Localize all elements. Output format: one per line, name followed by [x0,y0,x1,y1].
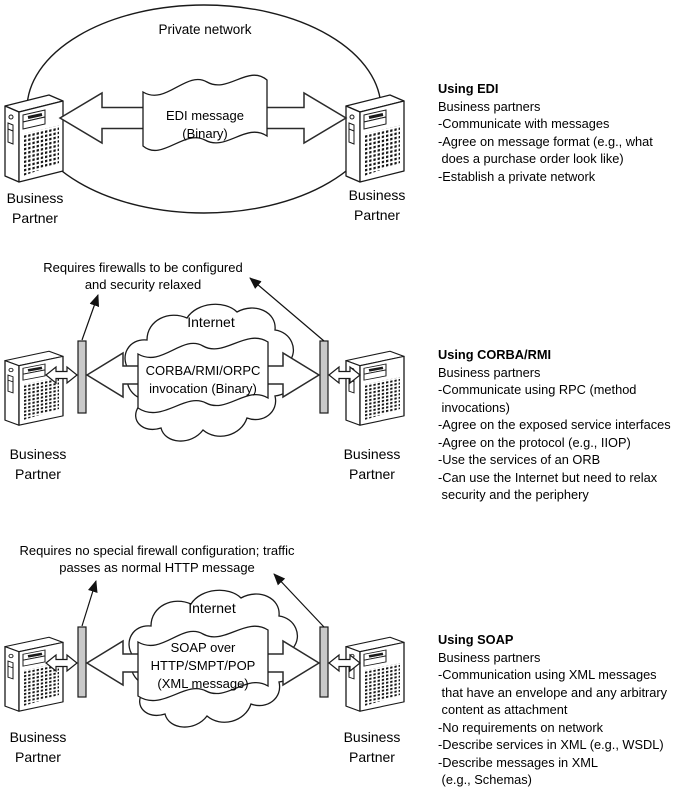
computer-tower-icon [346,637,404,711]
notes-line: Business partners [438,98,541,114]
annotation-arrow [82,295,98,340]
notes-block-edi [438,80,686,185]
partner-label-line: Business [6,190,64,206]
notes-line: -Describe messages in XML [438,754,599,770]
business-partner-label [337,444,407,484]
partner-label-line: Partner [349,749,395,765]
message-line: invocation (Binary) [149,381,257,396]
notes-line: that have an envelope and any arbitrary [438,684,668,700]
notes-line: -Communicate using RPC (method [438,382,637,397]
notes-line: -Can use the Internet but need to relax [438,469,658,485]
computer-tower-icon [346,95,404,182]
firewall-bar [320,341,328,413]
notes-line: -No requirements on network [438,719,604,735]
notes-title: Using EDI [438,81,499,96]
notes-title: Using SOAP [438,632,514,647]
partner-label-line: Business [348,187,406,203]
message-text [145,107,265,143]
business-partner-label [0,188,70,228]
notes-block-corba [438,346,686,504]
notes-line: -Communication using XML messages [438,667,657,682]
computer-tower-icon [346,351,404,425]
annotation-text [23,260,263,293]
notes-line: security and the periphery [438,487,589,502]
annotation-line: Requires no special firewall configuration; traffic [19,543,295,558]
firewall-bar [78,341,86,413]
message-line: (Binary) [182,126,228,141]
firewall-bar [320,627,328,697]
notes-line: Business partners [438,364,541,380]
notes-block-soap [438,631,686,789]
notes-line: -Describe services in XML (e.g., WSDL) [438,737,664,752]
message-text [133,362,273,398]
partner-label-line: Business [343,446,401,462]
notes-line: -Use the services of an ORB [438,452,601,467]
business-partner-label [337,727,407,767]
internet-label: Internet [187,314,235,330]
notes-line: Business partners [438,649,541,665]
partner-label-line: Partner [354,207,400,223]
message-line: EDI message [165,108,245,123]
notes-line: -Establish a private network [438,168,596,184]
partner-label-line: Partner [15,466,61,482]
computer-tower-icon [5,351,63,425]
partner-label-line: Business [9,729,67,745]
message-line: (XML message) [157,676,249,691]
computer-tower-icon [5,95,63,182]
business-partner-label [3,444,73,484]
annotation-arrow [82,581,96,626]
partner-label-line: Business [9,446,67,462]
message-text [133,639,273,693]
notes-line: invocations) [438,399,510,415]
partner-label-line: Business [343,729,401,745]
notes-line: (e.g., Schemas) [438,772,532,787]
notes-line: does a purchase order look like) [438,151,624,166]
message-line: HTTP/SMPT/POP [150,658,256,673]
annotation-text [7,543,307,576]
message-line: CORBA/RMI/ORPC [145,363,261,378]
annotation-line: passes as normal HTTP message [59,559,255,575]
computer-tower-icon [5,637,63,711]
notes-line: -Communicate with messages [438,116,610,131]
notes-line: -Agree on the protocol (e.g., IIOP) [438,434,631,450]
notes-line: -Agree on message format (e.g., what [438,133,653,149]
notes-line: content as attachment [438,702,568,717]
partner-label-line: Partner [12,210,58,226]
notes-line: -Agree on the exposed service interfaces [438,417,671,432]
annotation-line: Requires firewalls to be configured [43,260,243,275]
business-partner-label [3,727,73,767]
message-line: SOAP over [170,640,236,655]
business-partner-label [342,185,412,225]
notes-title: Using CORBA/RMI [438,347,552,362]
annotation-line: and security relaxed [84,276,202,292]
private-network-label: Private network [158,22,252,37]
partner-label-line: Partner [15,749,61,765]
partner-label-line: Partner [349,466,395,482]
firewall-bar [78,627,86,697]
internet-label: Internet [188,600,236,616]
